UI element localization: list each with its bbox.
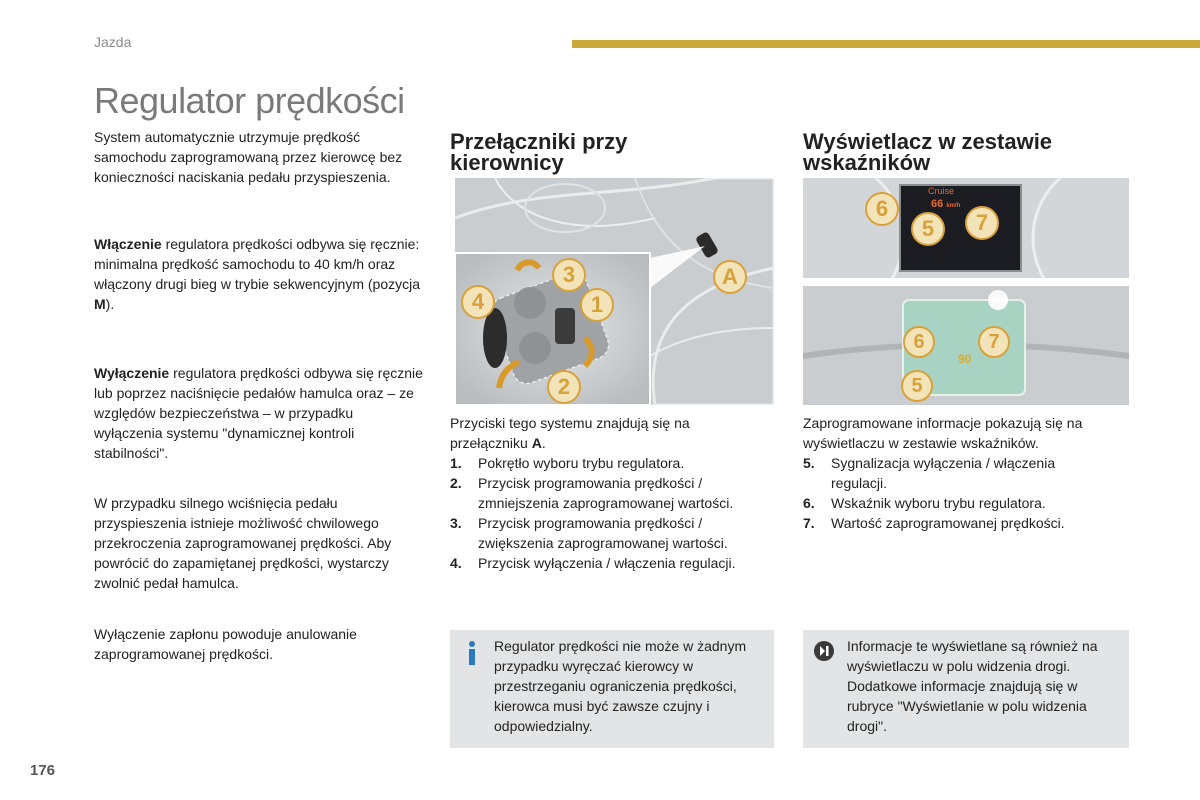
list-item: [803, 513, 1103, 533]
info-icon: [462, 640, 482, 666]
cluster-speed-value: 66: [931, 198, 944, 210]
cluster-display-figure: [803, 178, 1129, 278]
list-item: [450, 513, 775, 553]
switches-heading-line1: Przełączniki przy: [450, 129, 628, 154]
list-item: [450, 553, 775, 573]
switch-letter: A: [531, 435, 542, 451]
list-text: Przycisk programowania prędkości / zwiększenia zaprogramowanej wartości.: [478, 515, 728, 551]
play-forward-icon: [813, 640, 835, 662]
list-number: 4.: [450, 555, 462, 571]
cluster-speed: [931, 198, 960, 210]
list-number: 5.: [803, 455, 815, 471]
list-item: [803, 493, 1103, 513]
warning-note: [450, 630, 774, 748]
crossref-note-text: Informacje te wyświetlane są również na wyświetlaczu w polu widzenia drogi. Dodatkowe informacje znajdują się w rubryce "Wyświetlanie w polu widzenia drogi".: [847, 638, 1098, 734]
display-list: [803, 453, 1103, 533]
switches-heading: [450, 131, 627, 173]
deactivation-text: regulatora prędkości odbywa się ręcznie lub poprzez naciśnięcie pedałów hamulca oraz – ze względów bezpieczeństwa – w przypadku wyłączenia systemu "dynamicznej kontroli stabilności".: [94, 365, 423, 461]
list-text: Wartość zaprogramowanej prędkości.: [831, 515, 1065, 531]
display-heading-line1: Wyświetlacz w zestawie: [803, 129, 1053, 154]
list-text: Pokrętło wyboru trybu regulatora.: [478, 455, 685, 471]
warning-note-text: Regulator prędkości nie może w żadnym przypadku wyręczać kierowcy w przestrzeganiu ograniczenia prędkości, kierowca musi być zawsze czujny i odpowiedzialny.: [494, 638, 747, 734]
list-number: 7.: [803, 515, 815, 531]
callout-7: 7: [965, 206, 999, 240]
list-number: 3.: [450, 515, 462, 531]
activation-keyword: Włączenie: [94, 236, 162, 252]
hud-illustration: [803, 286, 1129, 405]
deactivation-keyword: Wyłączenie: [94, 365, 170, 381]
callout-1: 1: [580, 288, 614, 322]
page-title: Regulator prędkości: [94, 80, 405, 121]
head-up-display-figure: [803, 286, 1129, 405]
cluster-speed-unit: km/h: [946, 203, 961, 209]
list-text: Przycisk wyłączenia / włączenia regulacji.: [478, 555, 736, 571]
deactivation-paragraph: [94, 363, 424, 463]
callout-5: 5: [911, 212, 945, 246]
steering-switch-figure: [455, 178, 774, 405]
switches-intro-end: .: [541, 435, 546, 451]
list-number: 1.: [450, 455, 462, 471]
list-item: [803, 453, 1103, 493]
list-item: [450, 453, 775, 473]
callout-2: 2: [547, 370, 581, 404]
crossref-note: [803, 630, 1129, 748]
callout-4: 4: [461, 285, 495, 319]
display-heading-line2: wskaźników: [803, 150, 931, 175]
display-intro: Zaprogramowane informacje pokazują się na wyświetlaczu w zestawie wskaźników.: [803, 415, 1083, 451]
hud-speed: 90: [958, 352, 972, 366]
ignition-paragraph: Wyłączenie zapłonu powoduje anulowanie zaprogramowanej prędkości.: [94, 626, 357, 662]
list-text: Przycisk programowania prędkości / zmniejszenia zaprogramowanej wartości.: [478, 475, 734, 511]
section-label: Jazda: [94, 34, 132, 50]
hud-callout-6: 6: [903, 326, 935, 358]
page-number: 176: [30, 762, 56, 779]
list-item: [450, 473, 775, 513]
switches-intro: [450, 413, 770, 453]
header-accent-bar: [572, 40, 1200, 48]
switches-heading-line2: kierownicy: [450, 150, 564, 175]
list-number: 2.: [450, 475, 462, 491]
list-text: Wskaźnik wyboru trybu regulatora.: [831, 495, 1046, 511]
activation-paragraph: [94, 234, 424, 314]
hud-callout-5: 5: [901, 370, 933, 402]
callout-A: A: [713, 260, 747, 294]
mode-letter: M: [94, 296, 106, 312]
activation-text: regulatora prędkości odbywa się ręcznie: minimalna prędkość samochodu to 40 km/h oraz włączony drugi bieg w trybie sekwencyjnym (pozycja: [94, 236, 421, 292]
list-text: Sygnalizacja wyłączenia / włączenia regulacji.: [831, 455, 1056, 491]
cluster-cruise-label: Cruise: [928, 186, 955, 196]
switches-list: [450, 453, 775, 573]
list-number: 6.: [803, 495, 815, 511]
switches-intro-text: Przyciski tego systemu znajdują się na przełączniku: [450, 415, 690, 451]
hud-callout-7: 7: [978, 326, 1010, 358]
callout-6: 6: [865, 192, 899, 226]
overspeed-paragraph: W przypadku silnego wciśnięcia pedału przyspieszenia istnieje możliwość chwilowego przekroczenia zaprogramowanej prędkości. Aby powrócić do zapamiętanej prędkości, wystarczy zwolnić pedał hamulca.: [94, 495, 392, 591]
intro-paragraph: System automatycznie utrzymuje prędkość samochodu zaprogramowaną przez kierowcę bez konieczności naciskania pedału przyspieszenia.: [94, 129, 403, 185]
callout-3: 3: [552, 258, 586, 292]
activation-end: ).: [105, 296, 115, 312]
display-heading: [803, 131, 1052, 173]
